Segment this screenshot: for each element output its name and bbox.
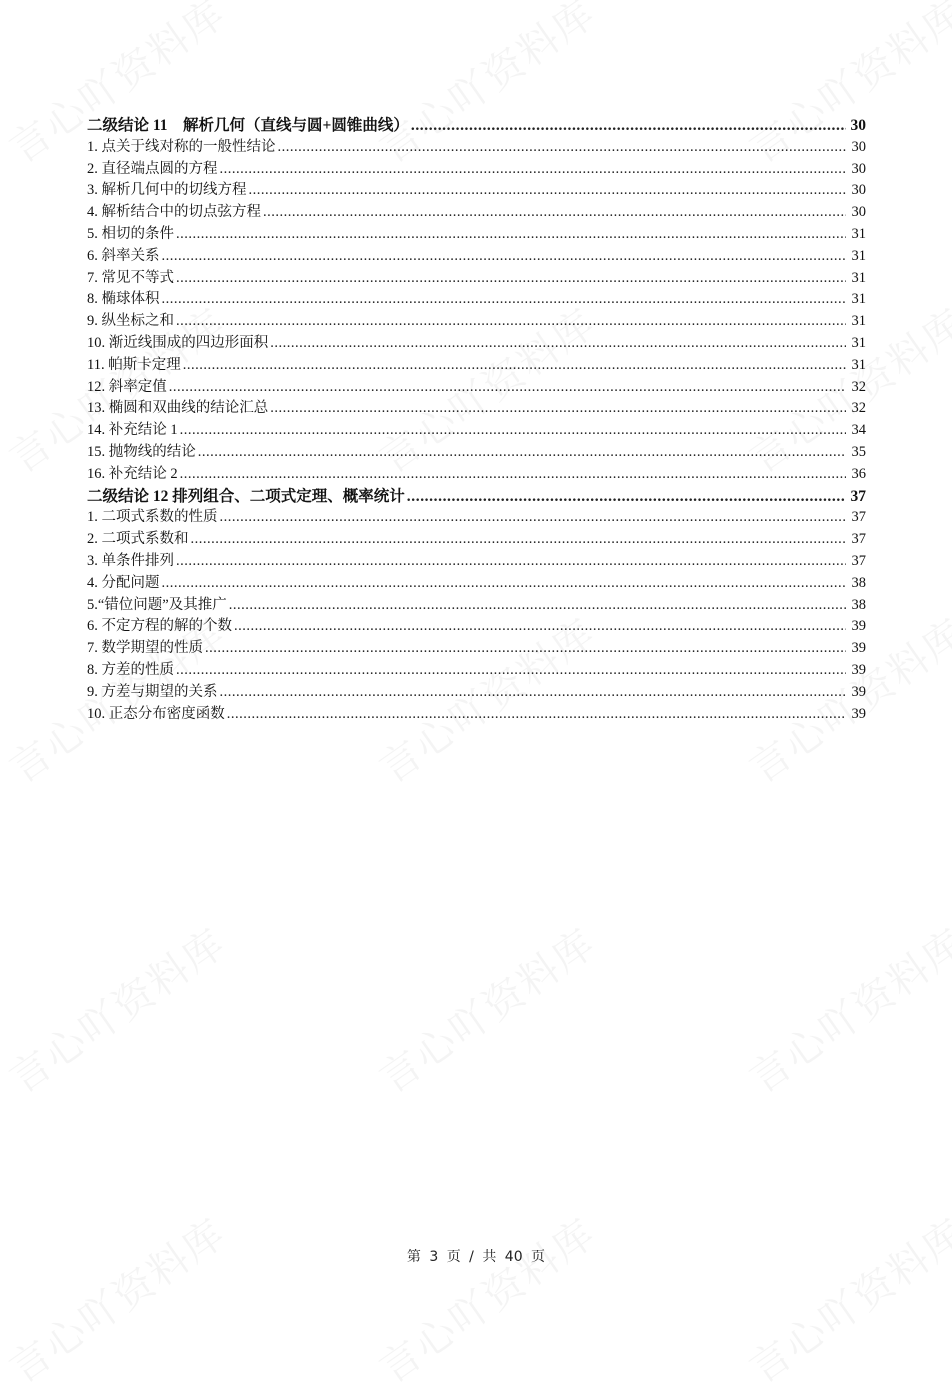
dot-leader <box>162 246 847 268</box>
dot-leader <box>180 420 846 442</box>
page-number: 30 <box>851 182 866 199</box>
entry-label: 6. 斜率关系 <box>87 247 160 264</box>
page-number: 31 <box>851 269 866 286</box>
dot-leader <box>176 268 846 290</box>
watermark <box>0 913 236 1104</box>
dot-leader <box>162 289 847 311</box>
toc-entry[interactable] <box>87 311 866 333</box>
dot-leader <box>176 311 846 333</box>
entry-label: 16. 补充结论 2 <box>87 465 178 482</box>
page-number: 31 <box>851 225 866 242</box>
page-number: 32 <box>851 378 866 395</box>
toc-entry[interactable] <box>87 464 866 486</box>
dot-leader <box>220 682 847 704</box>
entry-label: 3. 解析几何中的切线方程 <box>87 182 247 199</box>
dot-leader <box>191 529 847 551</box>
section-title: 二级结论 11 解析几何（直线与圆+圆锥曲线） <box>87 117 409 134</box>
watermark <box>366 1203 605 1394</box>
dot-leader <box>263 202 846 224</box>
toc-entry[interactable] <box>87 507 866 529</box>
section-title: 二级结论 12 排列组合、二项式定理、概率统计 <box>87 487 405 505</box>
toc-entry[interactable] <box>87 159 866 181</box>
entry-label: 6. 不定方程的解的个数 <box>87 618 232 635</box>
entry-label: 14. 补充结论 1 <box>87 422 178 439</box>
dot-leader <box>278 137 847 159</box>
entry-label: 5. 相切的条件 <box>87 225 174 242</box>
page-number: 30 <box>851 138 866 155</box>
dot-leader <box>180 464 846 486</box>
page-number: 37 <box>851 509 866 526</box>
entry-label: 4. 解析结合中的切点弦方程 <box>87 204 261 221</box>
dot-leader <box>227 704 846 726</box>
dot-leader <box>229 595 846 617</box>
toc-section-heading[interactable] <box>87 115 866 137</box>
toc-entry[interactable] <box>87 551 866 573</box>
toc-entry[interactable] <box>87 529 866 551</box>
entry-label: 15. 抛物线的结论 <box>87 443 196 460</box>
entry-label: 3. 单条件排列 <box>87 552 174 569</box>
watermark <box>736 913 952 1104</box>
dot-leader <box>162 573 847 595</box>
toc-entry[interactable] <box>87 289 866 311</box>
dot-leader <box>169 377 846 399</box>
toc-entry[interactable] <box>87 398 866 420</box>
entry-label: 9. 方差与期望的关系 <box>87 683 218 700</box>
page-number: 38 <box>851 574 866 591</box>
dot-leader <box>220 159 847 181</box>
entry-label: 10. 渐近线围成的四边形面积 <box>87 334 269 351</box>
dot-leader <box>183 355 846 377</box>
page-number: 39 <box>851 640 866 657</box>
entry-label: 8. 方差的性质 <box>87 661 174 678</box>
page-number: 31 <box>851 313 866 330</box>
toc-entry[interactable] <box>87 137 866 159</box>
dot-leader <box>198 442 846 464</box>
page-number: 31 <box>851 356 866 373</box>
dot-leader <box>176 224 846 246</box>
dot-leader <box>234 616 846 638</box>
page-number: 39 <box>851 705 866 722</box>
dot-leader <box>249 180 847 202</box>
toc-entry[interactable] <box>87 442 866 464</box>
entry-label: 1. 二项式系数的性质 <box>87 509 218 526</box>
page-number: 31 <box>851 291 866 308</box>
entry-label: 1. 点关于线对称的一般性结论 <box>87 138 276 155</box>
toc-entry[interactable] <box>87 246 866 268</box>
toc-entry[interactable] <box>87 660 866 682</box>
entry-label: 12. 斜率定值 <box>87 378 167 395</box>
entry-label: 7. 常见不等式 <box>87 269 174 286</box>
page-number: 31 <box>851 334 866 351</box>
entry-label: 4. 分配问题 <box>87 574 160 591</box>
entry-label: 5.“错位问题”及其推广 <box>87 596 227 613</box>
toc-entry[interactable] <box>87 224 866 246</box>
entry-label: 11. 帕斯卡定理 <box>87 356 181 373</box>
page-number: 39 <box>851 661 866 678</box>
page-number: 36 <box>851 465 866 482</box>
toc-entry[interactable] <box>87 704 866 726</box>
toc-entry[interactable] <box>87 682 866 704</box>
page-number: 30 <box>850 117 866 134</box>
toc-entry[interactable] <box>87 268 866 290</box>
dot-leader <box>411 115 846 137</box>
dot-leader <box>270 333 846 355</box>
page-number: 32 <box>851 400 866 417</box>
toc-entry[interactable] <box>87 333 866 355</box>
page-number: 39 <box>851 683 866 700</box>
entry-label: 8. 椭球体积 <box>87 291 160 308</box>
page-number: 34 <box>851 422 866 439</box>
watermark <box>0 1203 236 1394</box>
page-number: 37 <box>851 552 866 569</box>
entry-label: 2. 直径端点圆的方程 <box>87 160 218 177</box>
page-number: 30 <box>851 204 866 221</box>
page-number: 37 <box>851 531 866 548</box>
toc-entry[interactable] <box>87 595 866 617</box>
dot-leader <box>176 660 846 682</box>
toc-entry[interactable] <box>87 638 866 660</box>
toc-entry[interactable] <box>87 355 866 377</box>
page-number: 37 <box>850 487 866 505</box>
dot-leader <box>407 486 846 508</box>
page-number: 31 <box>851 247 866 264</box>
entry-label: 9. 纵坐标之和 <box>87 313 174 330</box>
dot-leader <box>220 507 847 529</box>
toc-entry[interactable] <box>87 616 866 638</box>
dot-leader <box>176 551 846 573</box>
entry-label: 13. 椭圆和双曲线的结论汇总 <box>87 400 269 417</box>
entry-label: 10. 正态分布密度函数 <box>87 705 225 722</box>
toc-entry[interactable] <box>87 420 866 442</box>
page-number: 35 <box>851 443 866 460</box>
entry-label: 2. 二项式系数和 <box>87 531 189 548</box>
page-number: 38 <box>851 596 866 613</box>
page-number: 30 <box>851 160 866 177</box>
toc-entry[interactable] <box>87 573 866 595</box>
toc-entry[interactable] <box>87 180 866 202</box>
table-of-contents <box>87 115 866 725</box>
page-number: 39 <box>851 618 866 635</box>
toc-entry[interactable] <box>87 202 866 224</box>
watermark <box>366 913 605 1104</box>
toc-entry[interactable] <box>87 377 866 399</box>
dot-leader <box>205 638 846 660</box>
page-footer: 第 3 页 / 共 40 页 <box>406 1249 546 1265</box>
watermark <box>736 1203 952 1394</box>
dot-leader <box>270 398 846 420</box>
toc-section-heading[interactable] <box>87 486 866 508</box>
entry-label: 7. 数学期望的性质 <box>87 640 203 657</box>
